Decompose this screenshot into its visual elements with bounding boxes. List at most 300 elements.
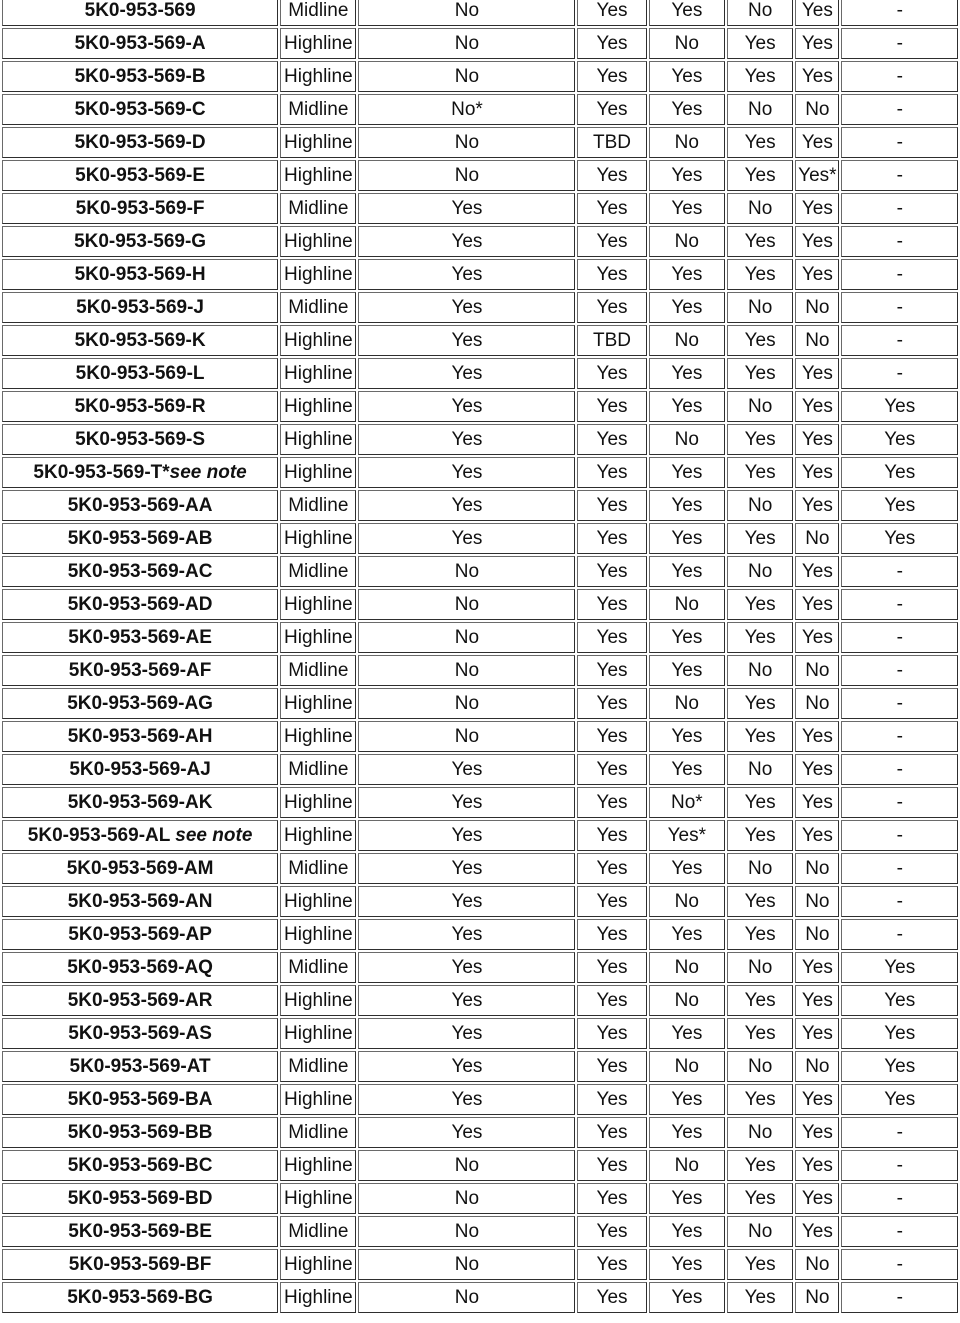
col-6-cell: Yes <box>841 985 958 1016</box>
col-1-cell: No <box>358 1183 575 1214</box>
part-number-cell <box>2 424 278 455</box>
col-2-cell: Yes <box>577 589 646 620</box>
col-1-cell: No <box>358 1216 575 1247</box>
table-row <box>2 28 958 59</box>
table-row <box>2 1117 958 1148</box>
col-6-cell: - <box>841 1216 958 1247</box>
col-6-cell: - <box>841 820 958 851</box>
part-number-cell <box>2 919 278 950</box>
col-1-cell: Yes <box>358 1018 575 1049</box>
col-3-cell: Yes <box>649 853 725 884</box>
trim-cell: Midline <box>280 754 356 785</box>
col-3-cell: Yes <box>649 1249 725 1280</box>
table-row <box>2 853 958 884</box>
col-3-cell: Yes <box>649 292 725 323</box>
col-1-cell: No <box>358 589 575 620</box>
col-2-cell: Yes <box>577 1282 646 1313</box>
col-5-cell: Yes <box>795 985 839 1016</box>
col-2-cell: Yes <box>577 94 646 125</box>
table-row <box>2 754 958 785</box>
col-6-cell: - <box>841 754 958 785</box>
col-4-cell: No <box>727 391 793 422</box>
table-row <box>2 721 958 752</box>
col-2-cell: Yes <box>577 919 646 950</box>
col-2-cell: Yes <box>577 622 646 653</box>
part-number: 5K0-953-569-AD <box>67 593 213 615</box>
part-number-cell <box>2 160 278 191</box>
col-6-cell: - <box>841 358 958 389</box>
trim-cell: Highline <box>280 1282 356 1313</box>
col-1-cell: No <box>358 622 575 653</box>
table-row <box>2 523 958 554</box>
col-4-cell: No <box>727 292 793 323</box>
col-5-cell: Yes <box>795 259 839 290</box>
col-5-cell: No <box>795 1051 839 1082</box>
col-5-cell: Yes <box>795 556 839 587</box>
col-5-cell: Yes <box>795 754 839 785</box>
col-4-cell: No <box>727 94 793 125</box>
col-3-cell: Yes <box>649 754 725 785</box>
part-number-cell <box>2 358 278 389</box>
table-row <box>2 919 958 950</box>
col-1-cell: No <box>358 721 575 752</box>
col-4-cell: No <box>727 1051 793 1082</box>
col-4-cell: Yes <box>727 457 793 488</box>
col-5-cell: No <box>795 1249 839 1280</box>
part-number: 5K0-953-569-AP <box>68 923 212 945</box>
table-row <box>2 1084 958 1115</box>
col-5-cell: Yes <box>795 0 839 26</box>
part-number-cell <box>2 820 278 851</box>
col-3-cell: No <box>649 424 725 455</box>
col-3-cell: No* <box>649 787 725 818</box>
col-5-cell: Yes <box>795 1183 839 1214</box>
col-6-cell: - <box>841 0 958 26</box>
part-number: 5K0-953-569-AH <box>67 725 213 747</box>
trim-cell: Midline <box>280 655 356 686</box>
part-number: 5K0-953-569-AA <box>67 494 213 516</box>
col-5-cell: Yes <box>795 820 839 851</box>
col-5-cell: Yes <box>795 952 839 983</box>
col-3-cell: Yes <box>649 556 725 587</box>
part-number-cell <box>2 490 278 521</box>
col-3-cell: Yes <box>649 622 725 653</box>
col-5-cell: Yes <box>795 622 839 653</box>
col-3-cell: Yes <box>649 655 725 686</box>
trim-cell: Highline <box>280 160 356 191</box>
col-3-cell: Yes <box>649 0 725 26</box>
trim-cell: Highline <box>280 127 356 158</box>
col-4-cell: Yes <box>727 1282 793 1313</box>
col-6-cell: Yes <box>841 490 958 521</box>
col-4-cell: Yes <box>727 61 793 92</box>
col-4-cell: Yes <box>727 523 793 554</box>
part-number: 5K0-953-569-AR <box>67 989 213 1011</box>
table-row <box>2 1216 958 1247</box>
col-5-cell: No <box>795 919 839 950</box>
table-row <box>2 457 958 488</box>
trim-cell: Highline <box>280 589 356 620</box>
col-5-cell: Yes <box>795 61 839 92</box>
col-3-cell: Yes <box>649 193 725 224</box>
col-1-cell: Yes <box>358 457 575 488</box>
part-number: 5K0-953-569-AT <box>69 1055 211 1077</box>
col-4-cell: Yes <box>727 1150 793 1181</box>
part-number: 5K0-953-569-AN <box>67 890 213 912</box>
col-1-cell: No <box>358 127 575 158</box>
part-number-cell <box>2 754 278 785</box>
trim-cell: Midline <box>280 853 356 884</box>
part-number-cell <box>2 721 278 752</box>
table-row <box>2 655 958 686</box>
col-2-cell: Yes <box>577 193 646 224</box>
part-number-cell <box>2 94 278 125</box>
part-number: 5K0-953-569-BD <box>67 1187 213 1209</box>
col-6-cell: Yes <box>841 457 958 488</box>
col-1-cell: No <box>358 688 575 719</box>
col-2-cell: Yes <box>577 424 646 455</box>
part-number: 5K0-953-569-L <box>75 362 205 384</box>
part-number: 5K0-953-569-A <box>74 32 206 54</box>
col-6-cell: Yes <box>841 1018 958 1049</box>
col-2-cell: Yes <box>577 1018 646 1049</box>
col-6-cell: - <box>841 787 958 818</box>
col-3-cell: No <box>649 226 725 257</box>
part-number-cell <box>2 886 278 917</box>
part-number: 5K0-953-569-BF <box>68 1253 212 1275</box>
part-number: 5K0-953-569 <box>84 0 196 21</box>
col-3-cell: Yes <box>649 259 725 290</box>
col-6-cell: Yes <box>841 391 958 422</box>
col-3-cell: Yes* <box>649 820 725 851</box>
part-number-cell <box>2 589 278 620</box>
col-1-cell: Yes <box>358 523 575 554</box>
part-number: 5K0-953-569-AQ <box>67 956 213 978</box>
table-row <box>2 61 958 92</box>
col-3-cell: Yes <box>649 523 725 554</box>
col-4-cell: No <box>727 556 793 587</box>
col-4-cell: No <box>727 490 793 521</box>
table-row <box>2 193 958 224</box>
col-3-cell: Yes <box>649 1282 725 1313</box>
col-5-cell: Yes <box>795 127 839 158</box>
col-1-cell: Yes <box>358 820 575 851</box>
col-2-cell: Yes <box>577 28 646 59</box>
col-5-cell: Yes <box>795 721 839 752</box>
table-row <box>2 127 958 158</box>
col-6-cell: - <box>841 127 958 158</box>
col-6-cell: - <box>841 919 958 950</box>
col-4-cell: Yes <box>727 688 793 719</box>
col-1-cell: Yes <box>358 1117 575 1148</box>
col-3-cell: Yes <box>649 490 725 521</box>
col-2-cell: Yes <box>577 391 646 422</box>
col-1-cell: No <box>358 1150 575 1181</box>
col-4-cell: No <box>727 1216 793 1247</box>
col-2-cell: Yes <box>577 490 646 521</box>
table-row <box>2 820 958 851</box>
col-5-cell: Yes <box>795 424 839 455</box>
trim-cell: Midline <box>280 193 356 224</box>
col-6-cell: - <box>841 1282 958 1313</box>
part-number-cell <box>2 688 278 719</box>
table-row <box>2 0 958 26</box>
col-3-cell: Yes <box>649 1117 725 1148</box>
col-6-cell: - <box>841 1150 958 1181</box>
col-3-cell: No <box>649 985 725 1016</box>
part-number-cell <box>2 787 278 818</box>
col-5-cell: No <box>795 325 839 356</box>
see-note-label: see note <box>169 461 247 483</box>
col-4-cell: Yes <box>727 1249 793 1280</box>
trim-cell: Highline <box>280 1183 356 1214</box>
part-number-cell <box>2 952 278 983</box>
col-4-cell: Yes <box>727 28 793 59</box>
col-4-cell: Yes <box>727 1183 793 1214</box>
part-number-cell <box>2 292 278 323</box>
col-4-cell: Yes <box>727 424 793 455</box>
col-5-cell: Yes <box>795 457 839 488</box>
col-2-cell: Yes <box>577 1051 646 1082</box>
col-3-cell: Yes <box>649 1216 725 1247</box>
col-3-cell: Yes <box>649 358 725 389</box>
col-5-cell: No <box>795 688 839 719</box>
part-number: 5K0-953-569-AF <box>68 659 212 681</box>
trim-cell: Highline <box>280 721 356 752</box>
col-5-cell: Yes <box>795 1117 839 1148</box>
part-number-cell <box>2 1282 278 1313</box>
col-2-cell: Yes <box>577 1084 646 1115</box>
part-number: 5K0-953-569-AB <box>67 527 213 549</box>
col-4-cell: Yes <box>727 325 793 356</box>
col-4-cell: Yes <box>727 721 793 752</box>
part-number: 5K0-953-569-G <box>74 230 207 252</box>
col-2-cell: Yes <box>577 787 646 818</box>
col-1-cell: Yes <box>358 259 575 290</box>
table-body <box>2 0 958 1313</box>
col-4-cell: Yes <box>727 160 793 191</box>
col-6-cell: - <box>841 226 958 257</box>
col-2-cell: Yes <box>577 853 646 884</box>
trim-cell: Midline <box>280 490 356 521</box>
trim-cell: Midline <box>280 0 356 26</box>
col-4-cell: Yes <box>727 358 793 389</box>
col-4-cell: Yes <box>727 226 793 257</box>
col-6-cell: - <box>841 28 958 59</box>
part-number-cell <box>2 985 278 1016</box>
col-2-cell: Yes <box>577 0 646 26</box>
col-1-cell: Yes <box>358 787 575 818</box>
part-number-cell <box>2 1249 278 1280</box>
col-1-cell: Yes <box>358 490 575 521</box>
trim-cell: Highline <box>280 919 356 950</box>
col-3-cell: No <box>649 952 725 983</box>
col-1-cell: Yes <box>358 886 575 917</box>
col-4-cell: Yes <box>727 622 793 653</box>
col-2-cell: Yes <box>577 721 646 752</box>
col-4-cell: No <box>727 1117 793 1148</box>
table-row <box>2 1150 958 1181</box>
col-2-cell: TBD <box>577 325 646 356</box>
col-4-cell: No <box>727 193 793 224</box>
col-1-cell: Yes <box>358 292 575 323</box>
col-6-cell: - <box>841 655 958 686</box>
col-2-cell: Yes <box>577 1150 646 1181</box>
table-row <box>2 226 958 257</box>
col-3-cell: No <box>649 127 725 158</box>
col-3-cell: Yes <box>649 919 725 950</box>
part-number-cell <box>2 1183 278 1214</box>
col-5-cell: No <box>795 292 839 323</box>
col-4-cell: Yes <box>727 886 793 917</box>
part-number-cell <box>2 523 278 554</box>
col-4-cell: Yes <box>727 787 793 818</box>
col-4-cell: Yes <box>727 985 793 1016</box>
col-5-cell: Yes <box>795 589 839 620</box>
part-number-cell <box>2 391 278 422</box>
part-number-cell <box>2 1084 278 1115</box>
col-1-cell: No <box>358 655 575 686</box>
col-3-cell: No <box>649 28 725 59</box>
trim-cell: Midline <box>280 1051 356 1082</box>
trim-cell: Highline <box>280 820 356 851</box>
col-6-cell: Yes <box>841 424 958 455</box>
col-1-cell: Yes <box>358 853 575 884</box>
col-3-cell: Yes <box>649 61 725 92</box>
trim-cell: Midline <box>280 1216 356 1247</box>
col-5-cell: No <box>795 655 839 686</box>
col-2-cell: Yes <box>577 820 646 851</box>
part-number: 5K0-953-569-AE <box>68 626 212 648</box>
col-4-cell: Yes <box>727 919 793 950</box>
part-number-cell <box>2 457 278 488</box>
col-2-cell: Yes <box>577 292 646 323</box>
col-6-cell: - <box>841 61 958 92</box>
table-row <box>2 985 958 1016</box>
col-5-cell: Yes <box>795 391 839 422</box>
col-3-cell: Yes <box>649 391 725 422</box>
col-6-cell: Yes <box>841 952 958 983</box>
part-number: 5K0-953-569-D <box>74 131 206 153</box>
table-row <box>2 952 958 983</box>
col-5-cell: Yes <box>795 358 839 389</box>
col-6-cell: - <box>841 853 958 884</box>
trim-cell: Midline <box>280 292 356 323</box>
part-number: 5K0-953-569-B <box>74 65 206 87</box>
col-1-cell: No <box>358 28 575 59</box>
col-6-cell: - <box>841 94 958 125</box>
part-number: 5K0-953-569-AS <box>68 1022 212 1044</box>
part-number-cell <box>2 1216 278 1247</box>
table-row <box>2 1282 958 1313</box>
see-note-label: see note <box>175 824 253 846</box>
col-3-cell: Yes <box>649 160 725 191</box>
table-row <box>2 358 958 389</box>
col-4-cell: Yes <box>727 589 793 620</box>
col-6-cell: - <box>841 325 958 356</box>
col-6-cell: Yes <box>841 1084 958 1115</box>
col-5-cell: No <box>795 523 839 554</box>
trim-cell: Highline <box>280 325 356 356</box>
col-1-cell: Yes <box>358 193 575 224</box>
table-row <box>2 259 958 290</box>
part-number: 5K0-953-569-F <box>75 197 205 219</box>
trim-cell: Highline <box>280 622 356 653</box>
part-number-cell <box>2 325 278 356</box>
col-2-cell: Yes <box>577 754 646 785</box>
part-number-cell <box>2 226 278 257</box>
col-5-cell: Yes <box>795 1018 839 1049</box>
col-5-cell: Yes <box>795 193 839 224</box>
col-4-cell: No <box>727 655 793 686</box>
col-3-cell: No <box>649 886 725 917</box>
col-3-cell: No <box>649 325 725 356</box>
col-2-cell: Yes <box>577 259 646 290</box>
col-5-cell: Yes <box>795 787 839 818</box>
part-number: 5K0-953-569-BG <box>67 1286 213 1308</box>
col-6-cell: - <box>841 193 958 224</box>
part-number: 5K0-953-569-H <box>74 263 206 285</box>
col-4-cell: Yes <box>727 259 793 290</box>
col-5-cell: No <box>795 94 839 125</box>
col-1-cell: Yes <box>358 226 575 257</box>
col-4-cell: Yes <box>727 1084 793 1115</box>
part-number: 5K0-953-569-AG <box>67 692 213 714</box>
col-2-cell: Yes <box>577 952 646 983</box>
table-row <box>2 1249 958 1280</box>
col-2-cell: Yes <box>577 457 646 488</box>
part-number: 5K0-953-569-BE <box>68 1220 212 1242</box>
col-3-cell: No <box>649 589 725 620</box>
table-row <box>2 556 958 587</box>
col-4-cell: No <box>727 853 793 884</box>
trim-cell: Highline <box>280 886 356 917</box>
trim-cell: Highline <box>280 523 356 554</box>
col-1-cell: Yes <box>358 754 575 785</box>
part-number-cell <box>2 193 278 224</box>
col-6-cell: - <box>841 886 958 917</box>
col-6-cell: - <box>841 721 958 752</box>
col-1-cell: No <box>358 160 575 191</box>
col-2-cell: Yes <box>577 1249 646 1280</box>
table-row <box>2 622 958 653</box>
part-number: 5K0-953-569-BC <box>67 1154 213 1176</box>
table-row <box>2 160 958 191</box>
col-3-cell: Yes <box>649 1183 725 1214</box>
col-1-cell: Yes <box>358 358 575 389</box>
col-5-cell: Yes <box>795 28 839 59</box>
part-number: 5K0-953-569-R <box>74 395 206 417</box>
trim-cell: Highline <box>280 28 356 59</box>
part-number: 5K0-953-569-AJ <box>69 758 211 780</box>
col-2-cell: Yes <box>577 61 646 92</box>
col-5-cell: Yes* <box>795 160 839 191</box>
table-row <box>2 1051 958 1082</box>
table-row <box>2 391 958 422</box>
table-row <box>2 292 958 323</box>
part-number: 5K0-953-569-T* <box>33 461 170 483</box>
trim-cell: Highline <box>280 259 356 290</box>
col-6-cell: - <box>841 259 958 290</box>
col-4-cell: Yes <box>727 1018 793 1049</box>
trim-cell: Highline <box>280 1018 356 1049</box>
part-number: 5K0-953-569-C <box>74 98 206 120</box>
col-2-cell: Yes <box>577 1117 646 1148</box>
table-row <box>2 424 958 455</box>
col-2-cell: Yes <box>577 160 646 191</box>
col-6-cell: - <box>841 688 958 719</box>
part-number-cell <box>2 259 278 290</box>
